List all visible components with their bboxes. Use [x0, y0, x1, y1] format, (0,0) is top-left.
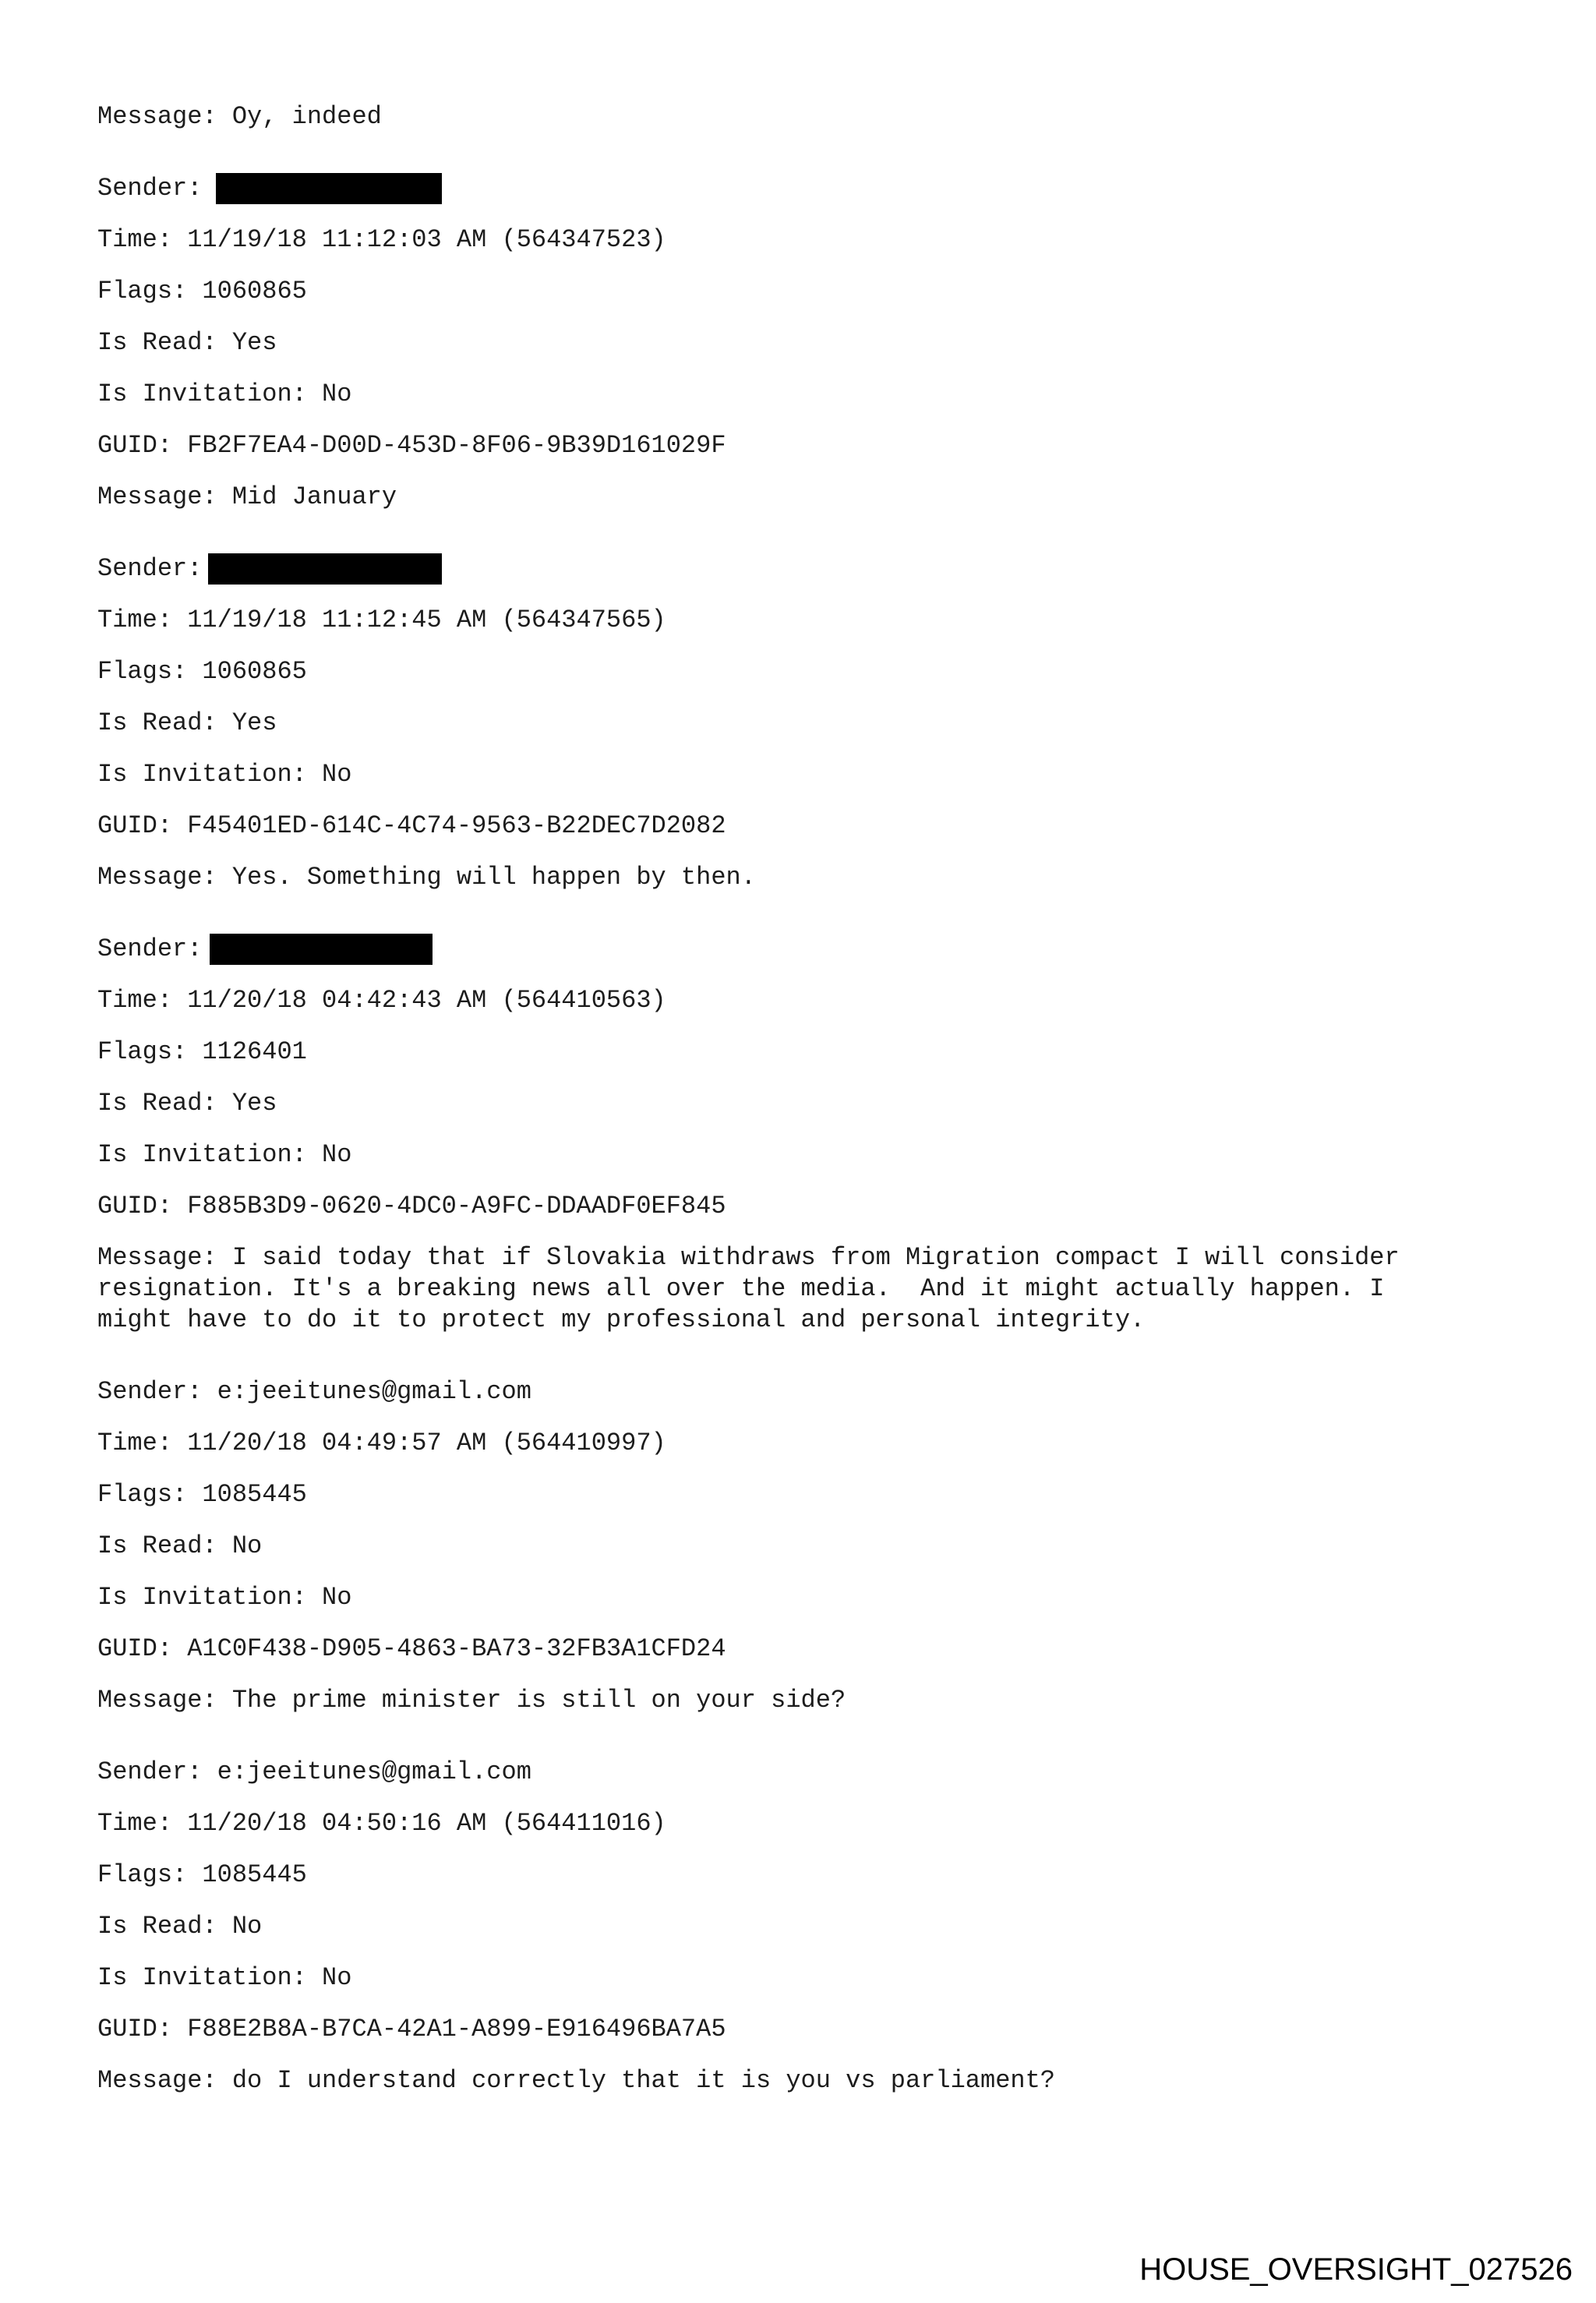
- sender-line: Sender:: [97, 553, 1547, 585]
- is-invitation-line: Is Invitation: No: [97, 1963, 352, 1992]
- redaction-box: [208, 553, 442, 585]
- is-invitation-line: Is Invitation: No: [97, 760, 352, 789]
- is-read-line: Is Read: No: [97, 1531, 263, 1560]
- is-invitation-line: Is Invitation: No: [97, 380, 352, 408]
- flags-line: Flags: 1085445: [97, 1480, 307, 1509]
- message-entry: [97, 1757, 1547, 2096]
- message-entry: [97, 173, 1547, 513]
- message-entry: [97, 934, 1547, 1336]
- message-entry: [97, 1376, 1547, 1716]
- flags-line: Flags: 1126401: [97, 1037, 307, 1066]
- guid-line: GUID: F45401ED-614C-4C74-9563-B22DEC7D2082: [97, 811, 726, 840]
- guid-line: GUID: F88E2B8A-B7CA-42A1-A899-E916496BA7A5: [97, 2015, 726, 2043]
- redaction-box: [216, 173, 442, 204]
- guid-line: GUID: A1C0F438-D905-4863-BA73-32FB3A1CFD24: [97, 1634, 726, 1663]
- sender-line: Sender:: [97, 934, 1547, 965]
- redaction-box: [210, 934, 433, 965]
- flags-line: Flags: 1060865: [97, 657, 307, 686]
- flags-line: Flags: 1085445: [97, 1860, 307, 1889]
- flags-line: Flags: 1060865: [97, 277, 307, 306]
- sender-line: Sender:: [97, 173, 1547, 204]
- message-line: Message: The prime minister is still on your side?: [97, 1686, 846, 1715]
- time-line: Time: 11/20/18 04:49:57 AM (564410997): [97, 1429, 666, 1457]
- is-read-line: Is Read: Yes: [97, 328, 277, 357]
- time-line: Time: 11/19/18 11:12:45 AM (564347565): [97, 606, 666, 634]
- sender-line: Sender: e:jeeitunes@gmail.com: [97, 1377, 531, 1406]
- message-line: Message: Yes. Something will happen by then.: [97, 863, 756, 892]
- message-line: Message: Mid January: [97, 482, 397, 511]
- is-read-line: Is Read: Yes: [97, 708, 277, 737]
- guid-line: GUID: F885B3D9-0620-4DC0-A9FC-DDAADF0EF845: [97, 1192, 726, 1220]
- message-entry: [97, 553, 1547, 893]
- time-line: Time: 11/20/18 04:42:43 AM (564410563): [97, 986, 666, 1015]
- message-line: Message: I said today that if Slovakia withdraws from Migration compact I will consider resignation. It's a breaking news all over the media. And it might actually happen. I might have to do it to protect my professional and personal integrity.: [97, 1243, 1400, 1334]
- is-invitation-line: Is Invitation: No: [97, 1140, 352, 1169]
- document-page: [97, 101, 1547, 2096]
- guid-line: GUID: FB2F7EA4-D00D-453D-8F06-9B39D161029F: [97, 431, 726, 460]
- is-invitation-line: Is Invitation: No: [97, 1583, 352, 1612]
- message-line: Message: Oy, indeed: [97, 102, 382, 131]
- sender-email: e:jeeitunes@gmail.com: [217, 1757, 531, 1786]
- is-read-line: Is Read: No: [97, 1912, 263, 1941]
- time-line: Time: 11/19/18 11:12:03 AM (564347523): [97, 225, 666, 254]
- bates-number: HOUSE_OVERSIGHT_027526: [1139, 2252, 1573, 2287]
- sender-email: e:jeeitunes@gmail.com: [217, 1377, 531, 1406]
- time-line: Time: 11/20/18 04:50:16 AM (564411016): [97, 1809, 666, 1838]
- is-read-line: Is Read: Yes: [97, 1089, 277, 1118]
- message-line: Message: do I understand correctly that it is you vs parliament?: [97, 2066, 1055, 2095]
- sender-line: Sender: e:jeeitunes@gmail.com: [97, 1757, 531, 1786]
